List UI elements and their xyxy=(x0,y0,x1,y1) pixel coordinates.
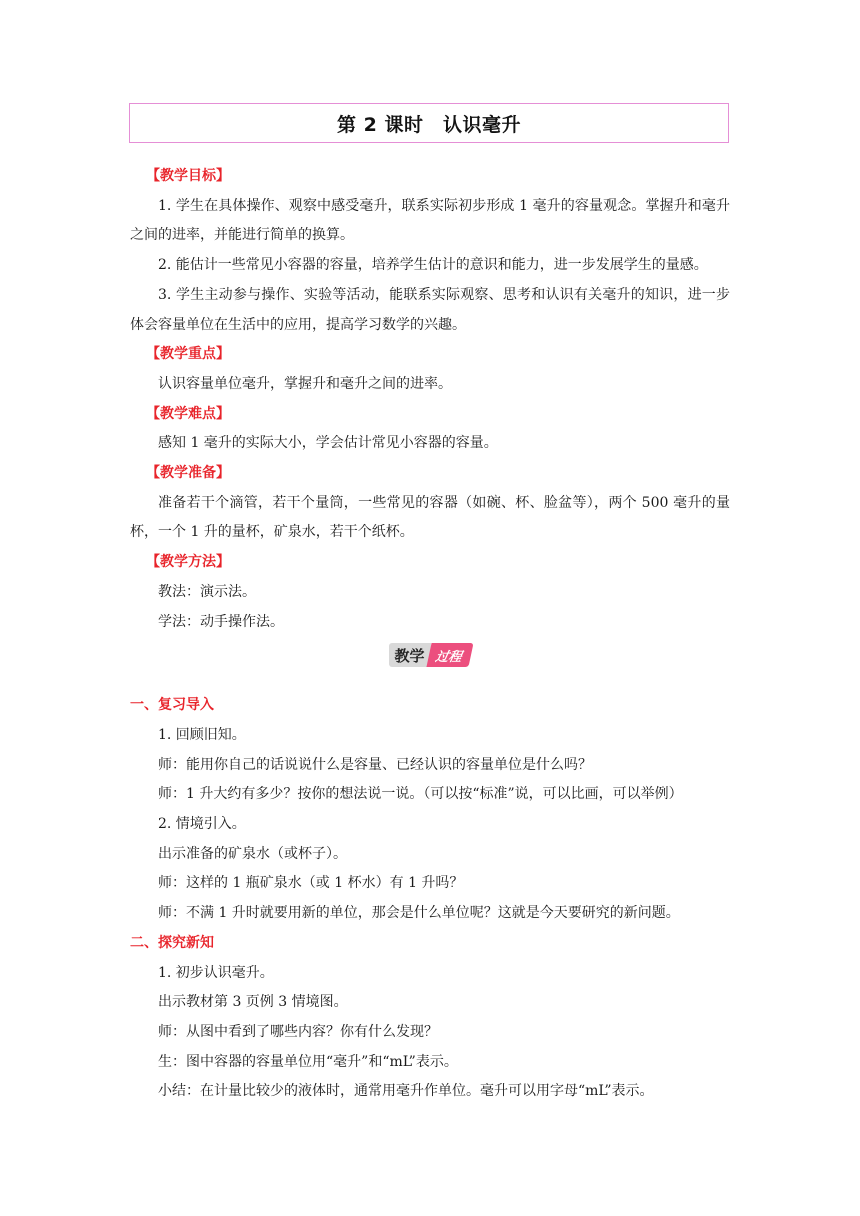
objectives-header: 【教学目标】 xyxy=(146,168,230,184)
section-1-line: 2. 情境引入。 xyxy=(158,816,246,833)
methods-header: 【教学方法】 xyxy=(146,554,230,571)
process-badge-left: 教学 xyxy=(389,643,430,667)
difficulties-text: 感知 1 毫升的实际大小，学会估计常见小容器的容量。 xyxy=(158,435,498,452)
section-1-line: 1. 回顾旧知。 xyxy=(158,726,246,743)
objective-item-2: 2. 能估计一些常见小容器的容量，培养学生估计的意识和能力，进一步发展学生的量感。 xyxy=(158,257,708,274)
section-1-line: 师：不满 1 升时就要用新的单位，那会是什么单位呢？这就是今天要研究的新问题。 xyxy=(158,905,680,922)
preparation-text: 准备若干个滴管，若干个量筒，一些常见的容器（如碗、杯、脸盆等），两个 500 毫升的量杯，一个 1 升的量杯，矿泉水，若干个纸杯。 xyxy=(130,494,730,541)
content xyxy=(130,162,730,1107)
section-2-title: 二、探究新知 xyxy=(130,934,214,951)
key-points-header: 【教学重点】 xyxy=(146,346,230,363)
process-badge xyxy=(389,643,470,667)
section-1-line: 师：能用你自己的话说说什么是容量、已经认识的容量单位是什么吗？ xyxy=(158,756,592,773)
section-1-title: 一、复习导入 xyxy=(130,697,214,714)
title-box xyxy=(129,103,729,143)
section-2-line: 小结：在计量比较少的液体时，通常用毫升作单位。毫升可以用字母“mL”表示。 xyxy=(158,1083,654,1100)
difficulties-header: 【教学难点】 xyxy=(146,405,230,422)
learning-method: 学法：动手操作法。 xyxy=(158,613,284,630)
section-1-line: 师：这样的 1 瓶矿泉水（或 1 杯水）有 1 升吗？ xyxy=(158,875,464,892)
section-2-line: 生：图中容器的容量单位用“毫升”和“mL”表示。 xyxy=(158,1053,458,1070)
section-1-line: 师：1 升大约有多少？按你的想法说一说。（可以按“标准”说，可以比画，可以举例） xyxy=(158,786,683,803)
process-badge-right: 过程 xyxy=(426,643,473,667)
key-points-text: 认识容量单位毫升，掌握升和毫升之间的进率。 xyxy=(158,375,452,392)
objective-item-3: 3. 学生主动参与操作、实验等活动，能联系实际观察、思考和认识有关毫升的知识，进一步体会容量单位在生活中的应用，提高学习数学的兴趣。 xyxy=(130,286,730,333)
section-2-line: 师：从图中看到了哪些内容？你有什么发现？ xyxy=(158,1023,438,1040)
section-2-line: 出示教材第 3 页例 3 情境图。 xyxy=(158,994,348,1011)
teaching-method: 教法：演示法。 xyxy=(158,583,256,600)
section-2-line: 1. 初步认识毫升。 xyxy=(158,964,274,981)
process-badge-row xyxy=(130,639,730,671)
objective-item-1: 1. 学生在具体操作、观察中感受毫升，联系实际初步形成 1 毫升的容量观念。掌握升和毫升之间的进率，并能进行简单的换算。 xyxy=(130,197,730,244)
page-title: 第 2 课时 认识毫升 xyxy=(337,113,521,136)
preparation-header: 【教学准备】 xyxy=(146,465,230,482)
section-1-line: 出示准备的矿泉水（或杯子）。 xyxy=(158,845,347,862)
